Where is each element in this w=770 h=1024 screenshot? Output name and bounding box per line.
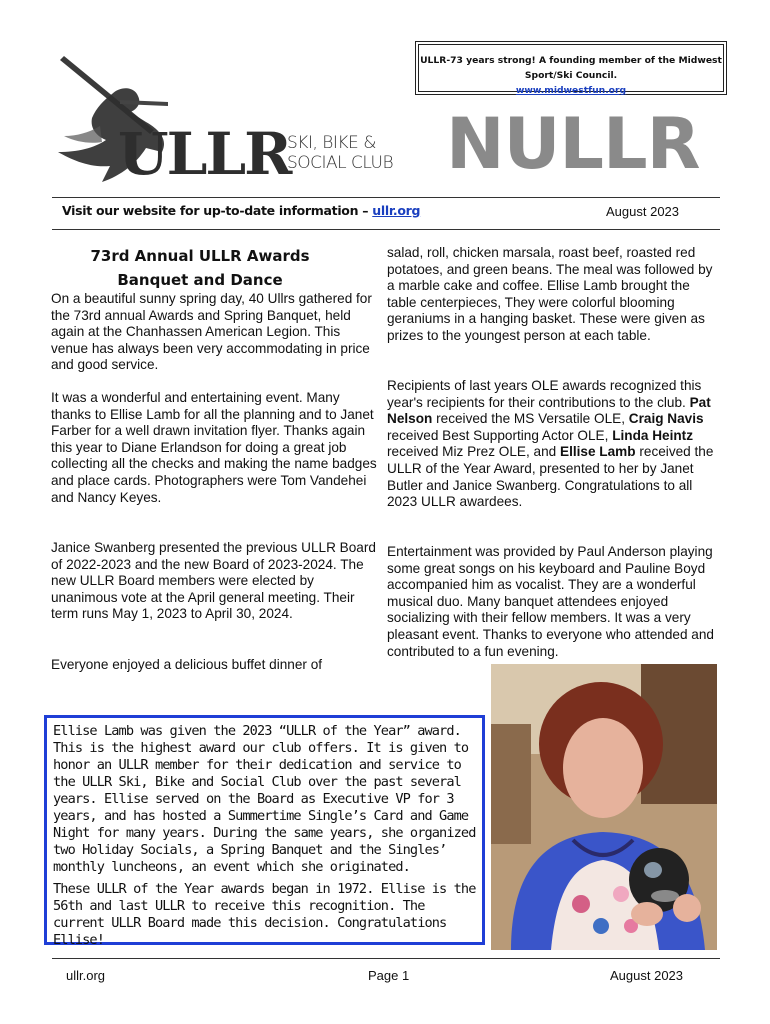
- article-paragraph-1: On a beautiful sunny spring day, 40 Ullrs gathered for the 73rd annual Awards and Spring Banquet, held again at the Chanhassen American Legion. This venue has always been very accommodating in price and good service.: [51, 291, 372, 373]
- footer-website: ullr.org: [66, 968, 106, 983]
- newsletter-name: NULLR: [446, 103, 700, 185]
- logo-ullr-wordmark: ULLR: [118, 120, 291, 188]
- midwestfun-link[interactable]: www.midwestfun.org: [515, 85, 627, 96]
- footer-page-number: Page 1: [368, 968, 410, 983]
- callout-paragraph-1: Ellise Lamb was given the 2023 “ULLR of the Year” award. This is the highest award our club offers. It is given to honor an ULLR member for their dedication and service to the ULLR Ski, Bike and Social Club over the past several years. Ellise served on the Board as Executive VP for 3 years, and has hosted a Summertime Single’s Card and Game Night for many years. During the same years, she organized two Holiday Socials, a Spring Banquet and the Singles’ monthly luncheons, an event which she originated.: [53, 723, 476, 875]
- article-right-paragraph-2: [387, 378, 717, 511]
- masthead-info-box: [418, 44, 724, 96]
- website-notice: [62, 203, 420, 218]
- council-text: ULLR-73 years strong! A founding member of the Midwest Sport/Ski Council.: [420, 55, 722, 81]
- footer-date: August 2023: [610, 968, 684, 983]
- awards-text-b: received the MS Versatile OLE,: [432, 411, 629, 427]
- awardee-name: Ellise Lamb: [560, 444, 636, 460]
- article-title-line2: Banquet and Dance: [117, 271, 283, 289]
- article-paragraph-4: Everyone enjoyed a delicious buffet dinner of: [51, 657, 323, 672]
- header-rule-top: [52, 197, 720, 198]
- awardee-name: Craig Navis: [628, 411, 704, 427]
- awardee-name: Linda Heintz: [612, 427, 693, 443]
- article-right-paragraph-3: Entertainment was provided by Paul Anderson playing some great songs on his keyboard and Pauline Boyd accompanied him as vocalist. They are a wonderful musical duo. Many banquet attendees enjoyed socializing with their fellow members. It was a very pleasant event. Thanks to everyone who attended and contributed to a fun evening.: [387, 544, 714, 659]
- logo-subtitle-line1: SKI, BIKE &: [287, 133, 376, 153]
- award-winner-photo: [491, 664, 717, 950]
- ullr-of-year-callout: [44, 715, 485, 948]
- awards-text-d: received Miz Prez OLE, and: [387, 444, 561, 460]
- awards-text-e: received the ULLR of the Year Award, presented to her by Janet Butler and Janice Swanberg. Congratulations to all 2023 ULLR awardees.: [387, 444, 714, 510]
- awards-text-c: received Best Supporting Actor OLE,: [387, 427, 613, 443]
- callout-paragraph-2: These ULLR of the Year awards began in 1972. Ellise is the 56th and last ULLR to receive this recognition. The current ULLR Board made this decision. Congratulations Ellise!: [53, 881, 476, 948]
- logo-subtitle: [287, 133, 393, 173]
- logo-subtitle-line2: SOCIAL CLUB: [287, 153, 394, 173]
- article-title: [70, 244, 330, 292]
- article-paragraph-2: It was a wonderful and entertaining event. Many thanks to Ellise Lamb for all the planning and to Janet Farber for a well drawn invitation flyer. Thanks again this year to Diane Erlandson for doing a great job collecting all the checks and making the name badges and place cards. Photographers were Tom Vandehei and Nancy Keyes.: [51, 390, 377, 505]
- awards-text-a: Recipients of last years OLE awards recognized this year's recipients for their contributions to the club.: [387, 378, 702, 410]
- issue-date: August 2023: [606, 204, 680, 219]
- article-paragraph-3: Janice Swanberg presented the previous ULLR Board of 2022-2023 and the new Board of 2023-2024. The new ULLR Board members were elected by unanimous vote at the April general meeting. Their term runs May 1, 2023 to April 30, 2024.: [51, 540, 376, 622]
- footer-rule: [52, 958, 720, 959]
- article-title-line1: 73rd Annual ULLR Awards: [90, 247, 310, 265]
- ullr-website-link[interactable]: ullr.org: [372, 203, 421, 218]
- website-notice-text: Visit our website for up-to-date information –: [62, 203, 373, 218]
- header-rule-bottom: [52, 229, 720, 230]
- article-right-paragraph-1: salad, roll, chicken marsala, roast beef, roasted red potatoes, and green beans. The meal was followed by a marble cake and coffee. Ellise Lamb brought the table centerpieces, They were colorful blooming geraniums in a hanging basket. These were given as prizes to the youngest person at each table.: [387, 245, 713, 343]
- awardee-name: Pat Nelson: [387, 394, 711, 427]
